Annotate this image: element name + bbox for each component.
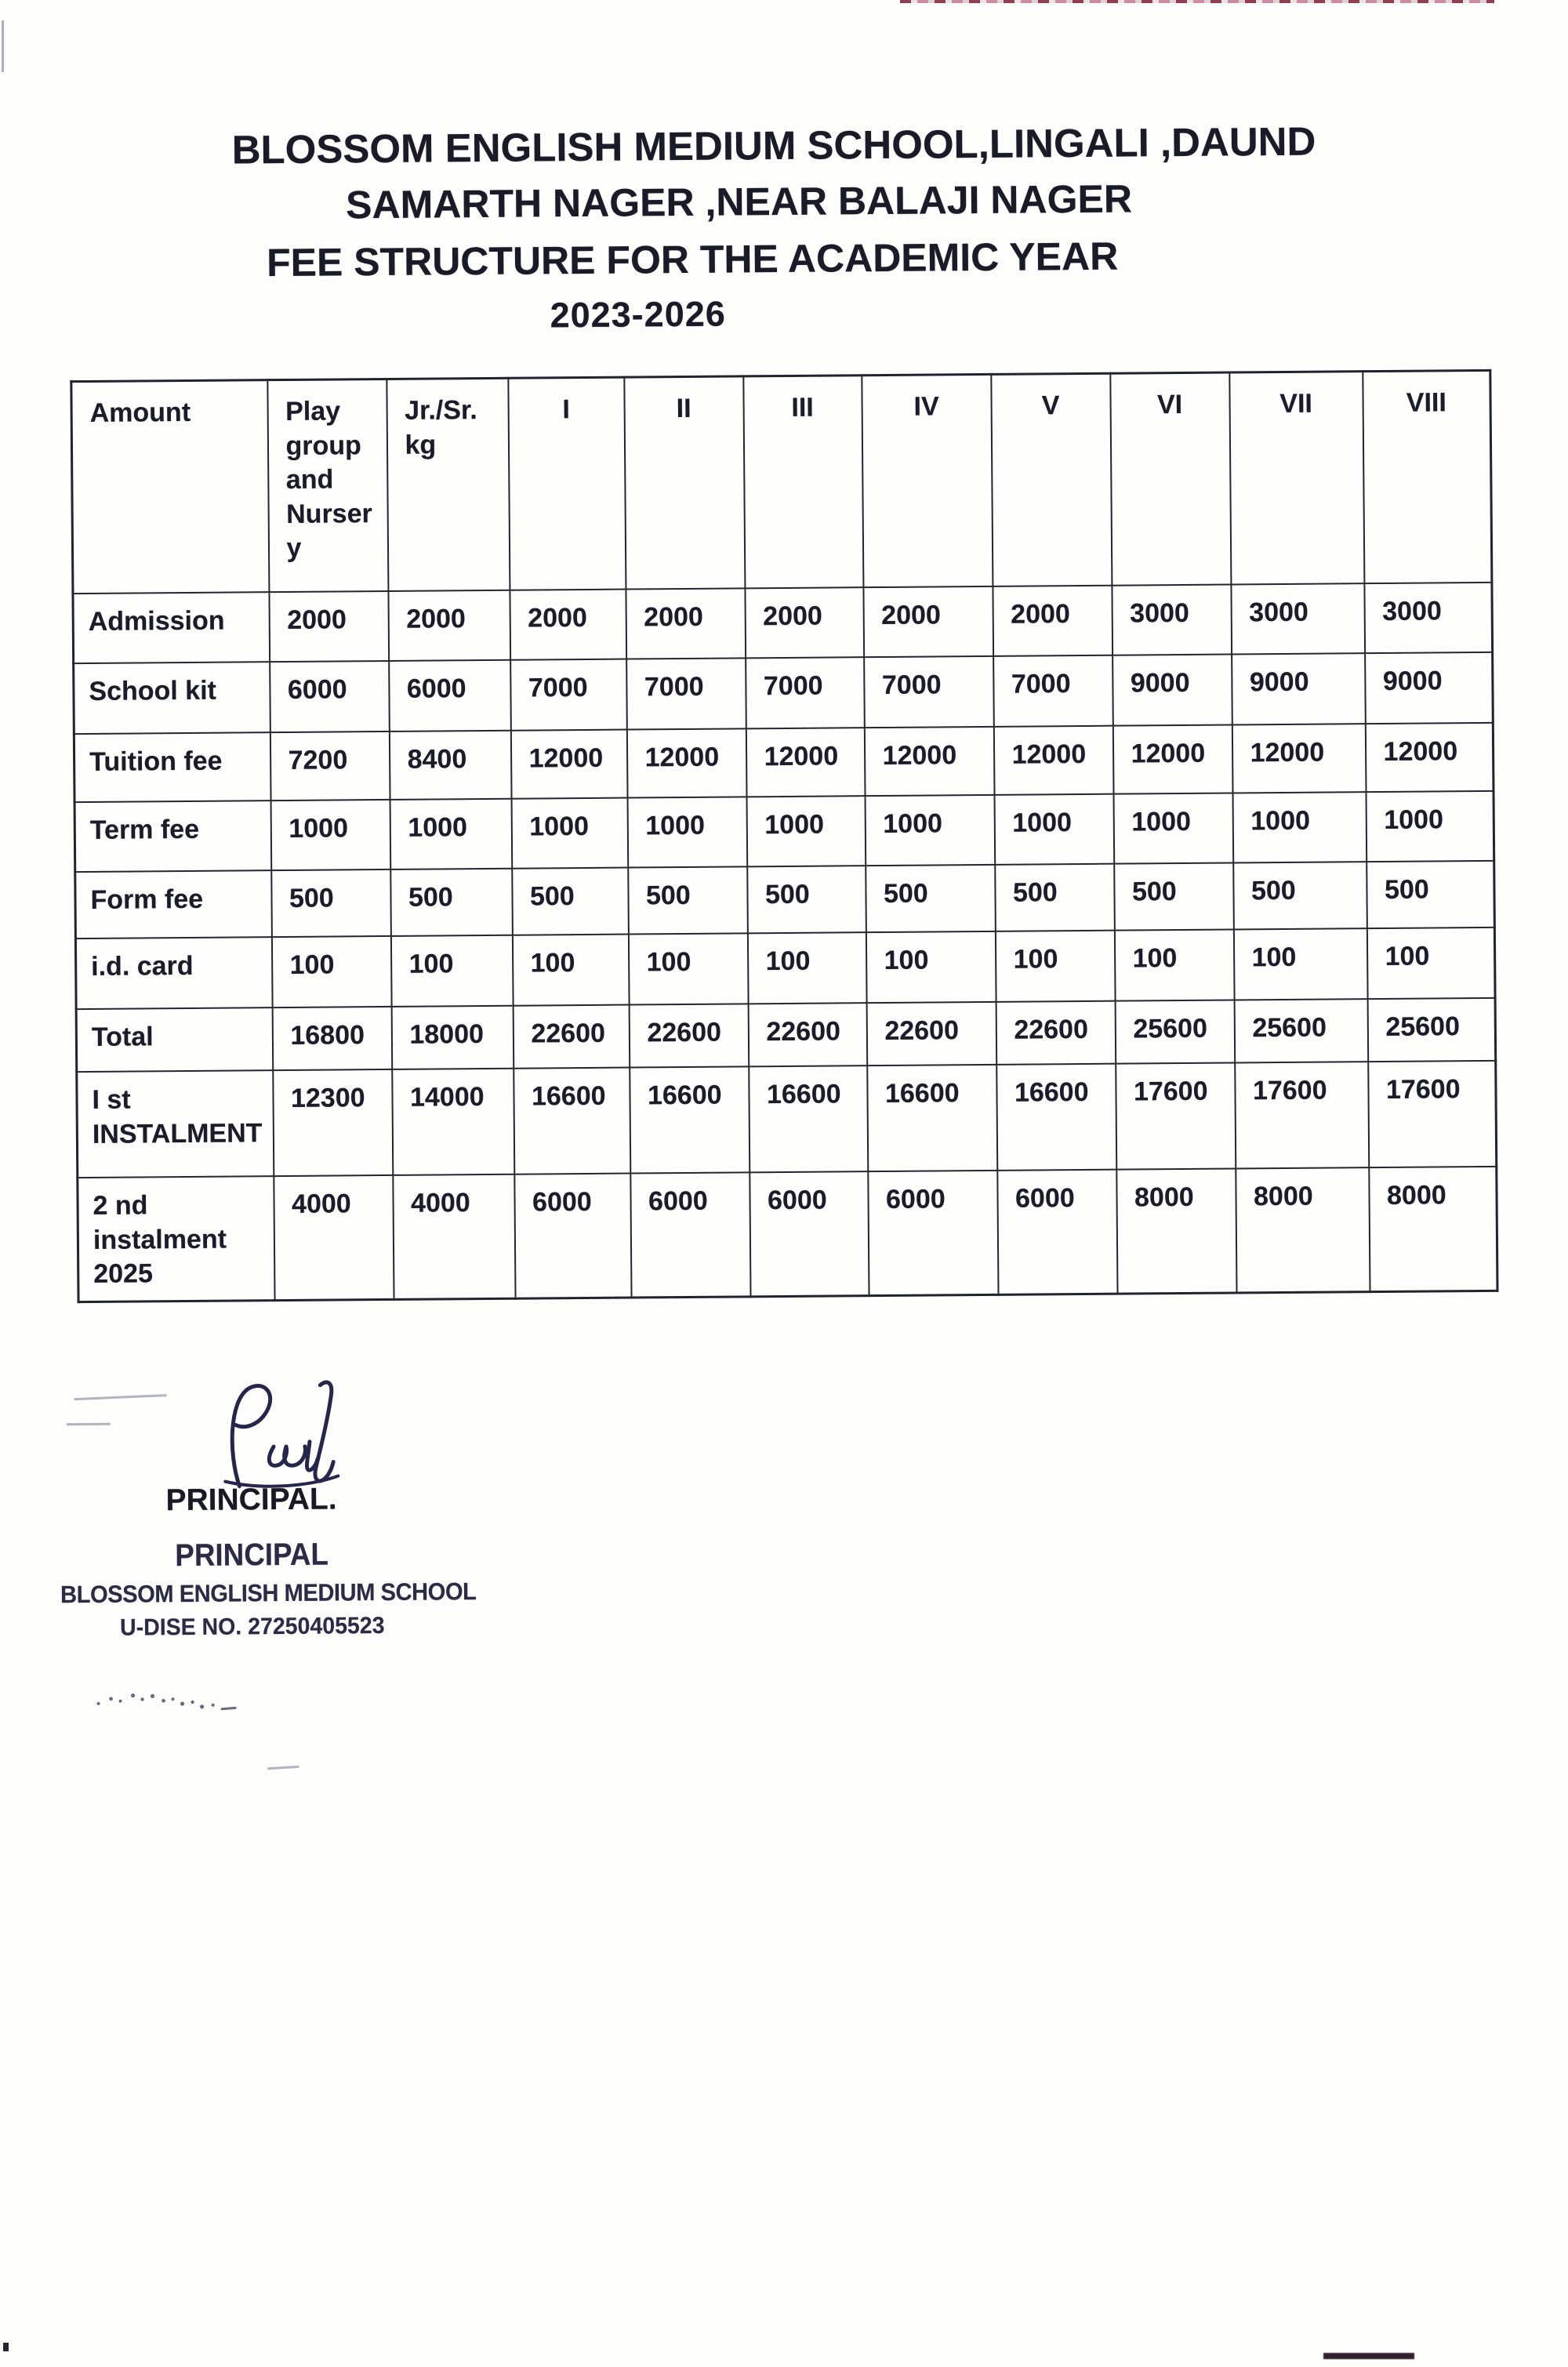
fee-value-cell: 500 xyxy=(1233,862,1367,929)
fee-value-cell: 7000 xyxy=(993,655,1113,727)
fee-value-cell: 22600 xyxy=(513,1005,630,1069)
fee-value-cell: 100 xyxy=(995,931,1115,1002)
fee-value-cell: 500 xyxy=(271,869,391,937)
principal-caption: PRINCIPAL. xyxy=(165,1482,337,1518)
row-label-cell: Total xyxy=(76,1007,273,1072)
fee-value-cell: 2000 xyxy=(993,586,1112,656)
fee-value-cell: 1000 xyxy=(746,796,866,866)
fee-value-cell: 7000 xyxy=(510,659,627,731)
fee-value-cell: 500 xyxy=(1114,862,1234,930)
fee-value-cell: 18000 xyxy=(391,1006,514,1069)
row-label-cell: Term fee xyxy=(74,800,271,872)
fee-value-cell: 17600 xyxy=(1116,1062,1236,1169)
fee-value-cell: 100 xyxy=(866,931,996,1003)
fee-value-cell: 16600 xyxy=(514,1068,630,1174)
fee-value-cell: 3000 xyxy=(1231,583,1365,654)
class-header-cell: III xyxy=(743,376,863,589)
fee-value-cell: 500 xyxy=(1367,861,1495,928)
principal-signature xyxy=(216,1377,343,1495)
stamp-line-udise-number: U-DISE NO. 27250405523 xyxy=(119,1613,385,1641)
fee-value-cell: 7000 xyxy=(746,657,865,728)
row-label-cell: School kit xyxy=(74,662,270,734)
fee-value-cell: 1000 xyxy=(1366,791,1494,862)
scan-artifact-dash xyxy=(74,1394,167,1400)
fee-row xyxy=(75,861,1495,938)
fee-value-cell: 16600 xyxy=(996,1064,1116,1171)
fee-value-cell: 500 xyxy=(866,865,996,932)
table-header-row xyxy=(71,370,1492,594)
fee-value-cell: 2000 xyxy=(863,586,993,657)
class-header-cell: VI xyxy=(1110,372,1231,586)
fee-value-cell: 100 xyxy=(747,932,866,1004)
fee-value-cell: 100 xyxy=(271,936,391,1007)
fee-value-cell: 2000 xyxy=(745,587,864,658)
fee-row xyxy=(73,583,1493,663)
fee-value-cell: 8000 xyxy=(1236,1167,1370,1292)
fee-value-cell: 1000 xyxy=(270,800,390,870)
fee-value-cell: 7000 xyxy=(626,658,746,729)
fee-value-cell: 6000 xyxy=(514,1174,631,1298)
fee-value-cell: 25600 xyxy=(1367,998,1496,1062)
fee-value-cell: 6000 xyxy=(270,661,390,732)
fee-value-cell: 3000 xyxy=(1364,583,1493,653)
fee-value-cell: 12000 xyxy=(864,727,994,796)
fee-row xyxy=(77,1061,1497,1178)
fee-value-cell: 9000 xyxy=(1232,653,1366,724)
class-header-cell: VIII xyxy=(1363,370,1492,583)
fee-value-cell: 8400 xyxy=(389,731,511,800)
fee-value-cell: 12000 xyxy=(1232,724,1366,793)
class-header-cell: VII xyxy=(1229,372,1364,585)
fee-value-cell: 16600 xyxy=(749,1066,868,1172)
fee-value-cell: 22600 xyxy=(866,1002,996,1066)
fee-row xyxy=(74,723,1494,802)
fee-value-cell: 12300 xyxy=(273,1069,393,1176)
fee-value-cell: 500 xyxy=(390,869,513,936)
amount-header-cell: Amount xyxy=(71,380,269,594)
fee-row xyxy=(76,998,1496,1072)
fee-value-cell: 6000 xyxy=(389,660,511,732)
fee-row xyxy=(74,791,1494,872)
fee-value-cell: 6000 xyxy=(750,1171,869,1296)
fee-value-cell: 12000 xyxy=(746,728,865,797)
document-title-line-3: FEE STRUCTURE FOR THE ACADEMIC YEAR xyxy=(266,234,1119,285)
fee-value-cell: 22600 xyxy=(629,1004,749,1067)
scan-artifact-bottom-dot xyxy=(3,2343,9,2351)
row-label-cell: Tuition fee xyxy=(74,732,270,802)
class-header-cell: Play group and Nursery xyxy=(267,379,388,592)
stamp-line-principal: PRINCIPAL xyxy=(175,1537,329,1574)
fee-value-cell: 25600 xyxy=(1115,1000,1235,1063)
fee-value-cell: 4000 xyxy=(274,1175,394,1300)
fee-value-cell: 16800 xyxy=(272,1007,392,1070)
fee-value-cell: 6000 xyxy=(997,1170,1117,1294)
fee-value-cell: 4000 xyxy=(393,1174,515,1299)
fee-value-cell: 2000 xyxy=(269,591,389,662)
document-title-line-2: SAMARTH NAGER ,NEAR BALAJI NAGER xyxy=(345,176,1133,227)
fee-value-cell: 100 xyxy=(512,935,629,1006)
fee-value-cell: 1000 xyxy=(994,794,1114,865)
class-header-cell: IV xyxy=(862,374,993,587)
principal-stamp xyxy=(48,1536,477,1642)
fee-value-cell: 9000 xyxy=(1365,652,1494,724)
fee-structure-table xyxy=(70,369,1498,1303)
fee-value-cell: 7000 xyxy=(864,656,994,728)
row-label-cell: Form fee xyxy=(75,870,272,938)
fee-value-cell: 500 xyxy=(995,864,1115,931)
fee-value-cell: 8000 xyxy=(1369,1167,1497,1291)
fee-value-cell: 500 xyxy=(512,868,629,935)
class-header-cell: I xyxy=(508,377,626,590)
class-header-cell: Jr./Sr. kg xyxy=(387,378,510,591)
fee-value-cell: 100 xyxy=(1114,929,1234,1000)
fee-value-cell: 22600 xyxy=(996,1001,1116,1065)
fee-value-cell: 12000 xyxy=(1112,725,1232,794)
fee-value-cell: 22600 xyxy=(748,1003,867,1066)
fee-value-cell: 8000 xyxy=(1116,1168,1236,1293)
fee-row xyxy=(78,1167,1497,1301)
class-header-cell: V xyxy=(991,373,1112,586)
fee-value-cell: 1000 xyxy=(390,799,512,869)
fee-value-cell: 2000 xyxy=(510,590,626,660)
document-title-line-4: 2023-2026 xyxy=(550,293,726,336)
fee-value-cell: 12000 xyxy=(510,730,627,799)
scan-artifact-dash xyxy=(67,1423,111,1425)
fee-value-cell: 100 xyxy=(628,933,748,1004)
fee-value-cell: 500 xyxy=(747,866,866,933)
fee-value-cell: 1000 xyxy=(1232,792,1367,862)
fee-value-cell: 100 xyxy=(390,935,513,1007)
fee-value-cell: 9000 xyxy=(1112,655,1232,726)
fee-value-cell: 17600 xyxy=(1235,1062,1369,1168)
fee-value-cell: 3000 xyxy=(1112,585,1232,655)
fee-value-cell: 1000 xyxy=(627,797,747,867)
fee-value-cell: 25600 xyxy=(1234,999,1368,1062)
fee-value-cell: 2000 xyxy=(626,588,746,659)
fee-value-cell: 6000 xyxy=(630,1172,750,1297)
row-label-cell: 2 nd instalment 2025 xyxy=(78,1176,274,1301)
fee-row xyxy=(75,928,1495,1009)
fee-value-cell: 16600 xyxy=(630,1066,750,1173)
fee-value-cell: 100 xyxy=(1367,928,1495,999)
fee-value-cell: 14000 xyxy=(392,1069,514,1175)
fee-value-cell: 16600 xyxy=(867,1065,997,1171)
document-title-line-1: BLOSSOM ENGLISH MEDIUM SCHOOL,LINGALI ,DAUND xyxy=(231,118,1316,172)
scan-artifact-dash xyxy=(267,1766,299,1770)
fee-value-cell: 100 xyxy=(1233,928,1367,1000)
fee-value-cell: 12000 xyxy=(626,728,746,797)
fee-value-cell: 1000 xyxy=(1113,793,1233,864)
fee-value-cell: 500 xyxy=(628,866,748,934)
row-label-cell: i.d. card xyxy=(75,937,272,1009)
fee-value-cell: 12000 xyxy=(1365,723,1494,792)
fee-value-cell: 2000 xyxy=(388,590,510,661)
scan-artifact-scribble xyxy=(93,1686,250,1727)
fee-value-cell: 1000 xyxy=(865,795,995,866)
fee-row xyxy=(74,652,1494,734)
fee-value-cell: 6000 xyxy=(868,1171,998,1295)
stamp-line-school-name: BLOSSOM ENGLISH MEDIUM SCHOOL xyxy=(60,1577,477,1609)
fee-value-cell: 1000 xyxy=(511,798,628,869)
fee-value-cell: 7200 xyxy=(270,732,390,800)
class-header-cell: II xyxy=(624,376,745,590)
row-label-cell: I st INSTALMENT xyxy=(77,1070,274,1178)
fee-value-cell: 17600 xyxy=(1368,1061,1497,1167)
row-label-cell: Admission xyxy=(73,592,270,663)
fee-value-cell: 12000 xyxy=(993,726,1113,795)
